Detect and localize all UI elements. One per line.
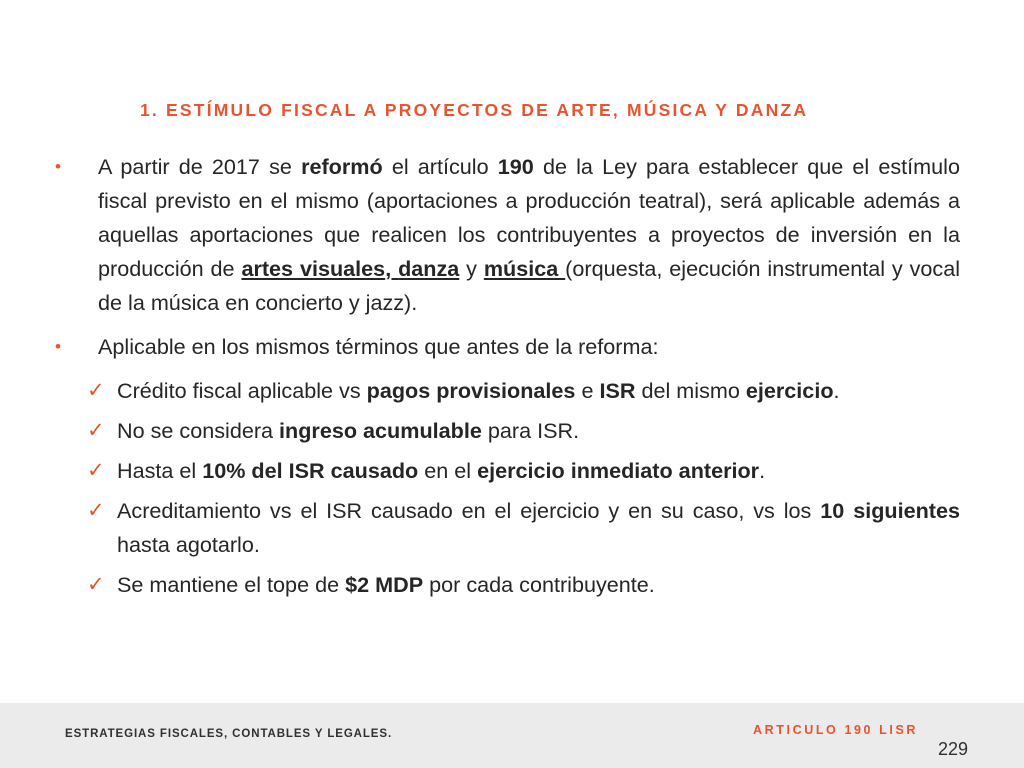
bold-run: 10% del ISR causado	[202, 458, 419, 483]
text-run: (orquesta, ejecución instrumental y vocal de la música en concierto y jazz).	[98, 256, 960, 315]
bold-run: ingreso acumulable	[279, 418, 482, 443]
check-mark-icon: ✓	[87, 499, 105, 522]
page-number: 229	[938, 739, 969, 759]
text-run: Acreditamiento vs el ISR causado en el ejercicio y en su caso, vs los	[117, 498, 821, 523]
text-run: y	[459, 256, 484, 281]
check-item	[87, 374, 960, 408]
footer-tagline: ESTRATEGIAS FISCALES, CONTABLES Y LEGALES.	[65, 728, 393, 740]
check-mark-icon: ✓	[87, 459, 105, 482]
text-run: .	[759, 458, 766, 483]
bullet-item-applicable	[55, 330, 960, 364]
slide-content	[55, 150, 960, 608]
text-run: hasta agotarlo.	[117, 532, 260, 557]
text-run: Crédito fiscal aplicable vs	[117, 378, 367, 403]
text-run: No se considera	[117, 418, 280, 443]
check-item	[87, 414, 960, 448]
check-item	[87, 568, 960, 602]
bold-run: ejercicio	[745, 378, 834, 403]
text-run: de la Ley para establecer que el estímulo fiscal previsto en el mismo (aportaciones a producción teatral), será aplicable además a aquellas aportaciones que realicen los contribuyentes a proyectos de inversión en la producción de	[98, 154, 960, 281]
bold-run: $2 MDP	[345, 572, 424, 597]
check-mark-icon: ✓	[87, 573, 105, 596]
text-run: para ISR.	[481, 418, 580, 443]
underline-run: ,	[385, 256, 399, 281]
text-run: .	[833, 378, 840, 403]
underline-run: danza	[398, 256, 460, 281]
underline-run: música	[483, 256, 566, 281]
bold-run: pagos provisionales	[366, 378, 576, 403]
bold-run: ejercicio inmediato anterior	[477, 458, 760, 483]
footer-bar	[0, 703, 1024, 768]
text-run: del mismo	[635, 378, 746, 403]
slide-title: 1. ESTÍMULO FISCAL A PROYECTOS DE ARTE, MÚSICA Y DANZA	[140, 100, 809, 120]
check-list	[55, 374, 960, 602]
bold-run: ISR	[599, 378, 636, 403]
text-run: por cada contribuyente.	[423, 572, 655, 597]
underline-run: artes visuales	[241, 256, 386, 281]
check-mark-icon: ✓	[87, 419, 105, 442]
bold-run: 190	[497, 154, 534, 179]
text-run: en el	[418, 458, 478, 483]
text-run: A partir de 2017 se	[98, 154, 302, 179]
check-mark-icon: ✓	[87, 379, 105, 402]
text-run: Aplicable en los mismos términos que antes de la reforma:	[98, 334, 659, 359]
text-run: Se mantiene el tope de	[117, 572, 346, 597]
bold-run: reformó	[301, 154, 383, 179]
check-item	[87, 454, 960, 488]
bullet-item-reform	[55, 150, 960, 320]
bold-run: 10 siguientes	[820, 498, 960, 523]
footer-section-label: ARTICULO 190 LISR	[753, 723, 919, 737]
text-run: el artículo	[382, 154, 498, 179]
text-run: Hasta el	[117, 458, 203, 483]
check-item	[87, 494, 960, 562]
bullet-dot-icon: •	[55, 337, 61, 356]
text-run: e	[575, 378, 600, 403]
bullet-dot-icon: •	[55, 157, 61, 176]
